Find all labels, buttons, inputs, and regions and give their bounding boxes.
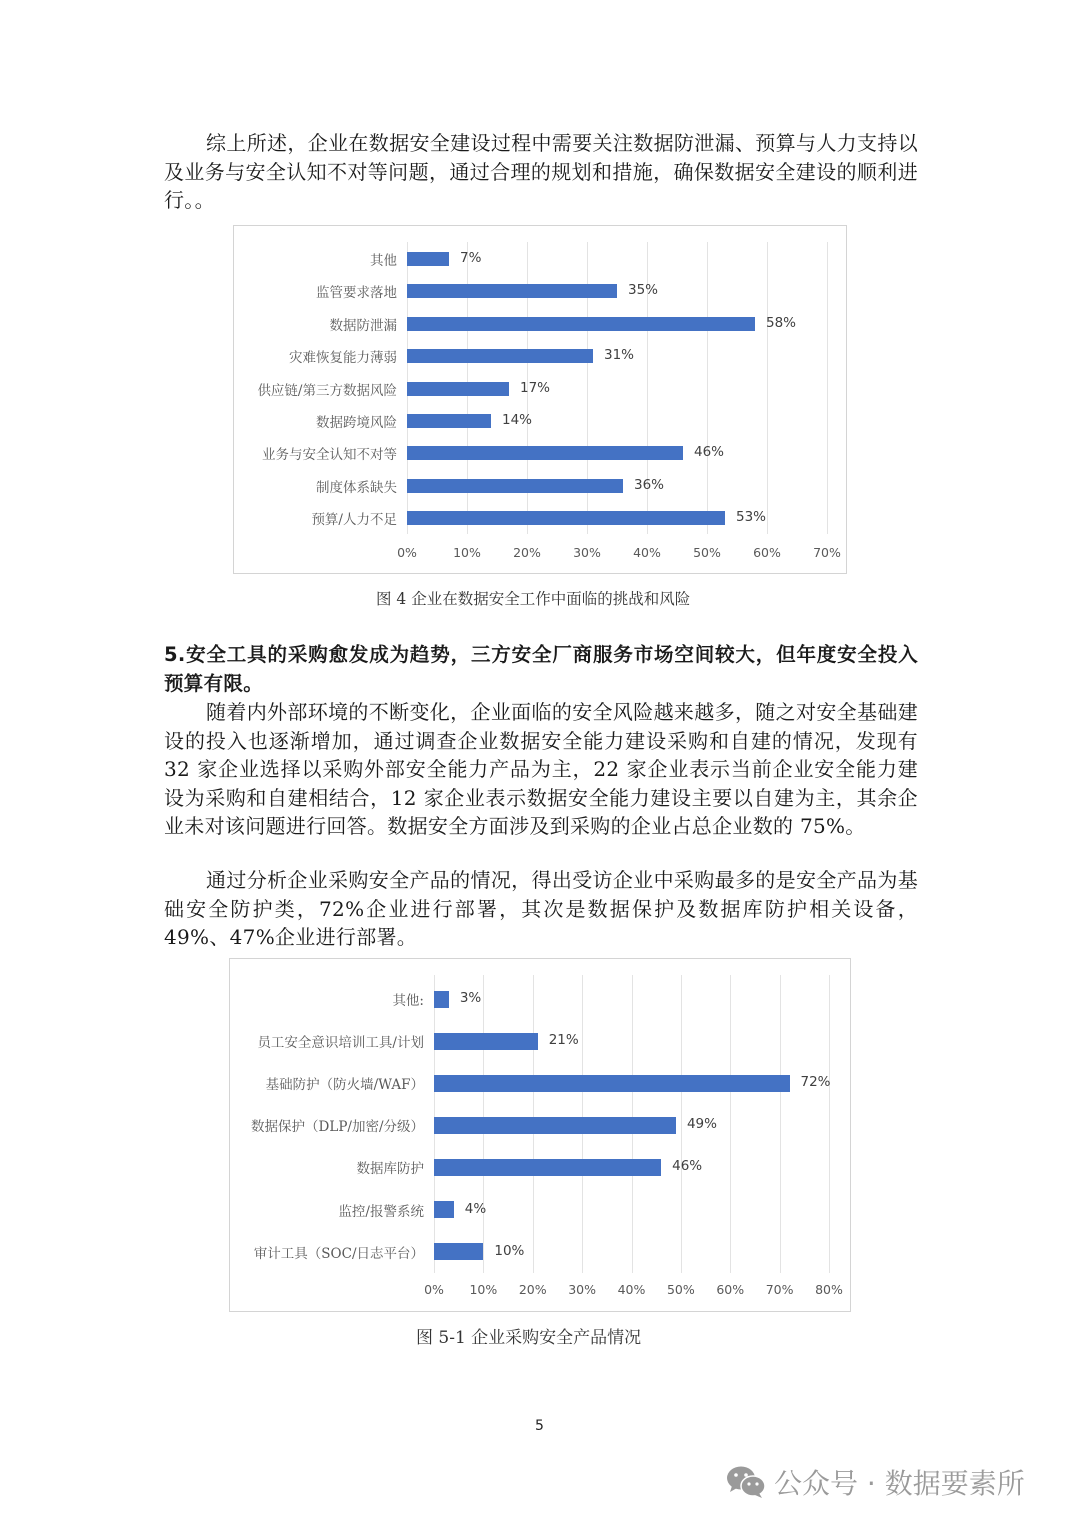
section-5-paragraph-1: 随着内外部环境的不断变化，企业面临的安全风险越来越多，随之对安全基础建设的投入也逐渐增加，通过调查企业数据安全能力建设采购和自建的情况，发现有 32 家企业选择以采购外部安全能力产品为主，22 家企业表示当前企业安全能力建设为采购和自建相结合，12 家企业表示数据安全能力建设主要以自建为主，其余企业未对该问题进行回答。数据安全方面涉及到采购的企业占总企业数的 75%。	[164, 700, 918, 838]
category-label: 监管要求落地	[316, 285, 397, 302]
category-label: 制度体系缺失	[316, 479, 397, 496]
gridline	[780, 975, 781, 1273]
chart-plot-area	[257, 242, 841, 560]
bar	[434, 1117, 676, 1134]
category-label: 其他:	[392, 993, 424, 1009]
category-label: 供应链/第三方数据风险	[257, 382, 397, 399]
bar	[434, 1243, 483, 1260]
value-label: 4%	[464, 1200, 487, 1217]
category-label: 其他	[370, 253, 397, 269]
category-label: 员工安全意识培训工具/计划	[257, 1035, 424, 1052]
value-label: 21%	[548, 1032, 579, 1049]
axis-tick-label: 20%	[518, 1282, 547, 1297]
bar	[407, 284, 617, 298]
axis-tick-label: 40%	[633, 545, 661, 560]
value-label: 36%	[634, 476, 665, 493]
value-label: 35%	[628, 282, 659, 299]
axis-tick-label: 80%	[815, 1282, 843, 1297]
bar	[407, 317, 755, 331]
value-label: 14%	[502, 412, 533, 428]
bar	[407, 479, 623, 493]
category-label: 灾难恢复能力薄弱	[289, 350, 397, 367]
wechat-icon	[726, 1465, 766, 1499]
value-label: 31%	[604, 347, 635, 364]
value-label: 17%	[520, 379, 551, 396]
chart-security-product-procurement	[229, 958, 851, 1312]
value-label: 53%	[736, 509, 767, 526]
axis-tick-label: 50%	[693, 545, 721, 560]
bar	[407, 382, 509, 396]
gridline	[829, 975, 830, 1273]
gridline	[707, 242, 708, 534]
category-label: 数据防泄漏	[329, 317, 397, 334]
axis-tick-label: 0%	[424, 1282, 444, 1297]
value-label: 49%	[686, 1116, 717, 1133]
axis-tick-label: 10%	[453, 545, 481, 560]
value-label: 58%	[766, 314, 797, 331]
bar	[434, 991, 449, 1008]
value-label: 3%	[459, 990, 482, 1006]
bar	[407, 511, 725, 525]
category-label: 数据保护（DLP/加密/分级）	[251, 1119, 424, 1136]
axis-tick-label: 30%	[573, 545, 601, 560]
gridline	[827, 242, 828, 534]
chart-challenges-risks	[233, 225, 847, 574]
section-5-heading: 5.安全工具的采购愈发成为趋势，三方安全厂商服务市场空间较大，但年度安全投入预算有限。	[164, 643, 918, 695]
bar	[407, 252, 449, 266]
category-label: 预算/人力不足	[311, 512, 397, 529]
category-label: 业务与安全认知不对等	[262, 447, 397, 464]
value-label: 46%	[694, 444, 725, 461]
bar	[407, 446, 683, 460]
category-label: 数据库防护	[356, 1161, 424, 1178]
category-label: 数据跨境风险	[316, 415, 397, 431]
category-label: 基础防护（防火墙/WAF）	[265, 1077, 424, 1094]
axis-tick-label: 30%	[568, 1282, 597, 1297]
gridline	[681, 975, 682, 1273]
page-number: 5	[535, 1418, 544, 1434]
value-label: 10%	[494, 1242, 525, 1259]
axis-tick-label: 70%	[813, 545, 841, 560]
axis-tick-label: 20%	[513, 545, 541, 560]
figure-4-caption: 图 4 企业在数据安全工作中面临的挑战和风险	[376, 590, 691, 608]
watermark	[726, 1462, 1025, 1502]
category-label: 审计工具（SOC/日志平台）	[253, 1245, 424, 1262]
watermark-text: 公众号 · 数据要素所	[774, 1467, 1025, 1500]
axis-tick-label: 60%	[716, 1282, 745, 1297]
bar	[434, 1075, 790, 1092]
bar	[434, 1201, 454, 1218]
bar	[434, 1033, 538, 1050]
value-label: 46%	[672, 1158, 703, 1175]
gridline	[730, 975, 731, 1273]
axis-tick-label: 50%	[666, 1282, 695, 1297]
conclusion-paragraph: 综上所述，企业在数据安全建设过程中需要关注数据防泄漏、预算与人力支持以及业务与安全认知不对等问题，通过合理的规划和措施，确保数据安全建设的顺利进行。。	[164, 131, 918, 212]
gridline	[767, 242, 768, 534]
value-label: 7%	[460, 250, 482, 266]
axis-tick-label: 10%	[469, 1282, 498, 1297]
bar	[434, 1159, 661, 1176]
value-label: 72%	[800, 1074, 831, 1091]
chart-plot-area	[251, 975, 843, 1297]
bar	[407, 349, 593, 363]
section-5-paragraph-2: 通过分析企业采购安全产品的情况，得出受访企业中采购最多的是安全产品为基础安全防护类，72%企业进行部署，其次是数据保护及数据库防护相关设备，49%、47%企业进行部署。	[164, 868, 918, 949]
axis-tick-label: 40%	[617, 1282, 646, 1297]
axis-tick-label: 60%	[753, 545, 781, 560]
axis-tick-label: 0%	[397, 545, 417, 560]
category-label: 监控/报警系统	[338, 1203, 424, 1220]
figure-5-1-caption: 图 5-1 企业采购安全产品情况	[416, 1328, 642, 1348]
bar	[407, 414, 491, 428]
axis-tick-label: 70%	[765, 1282, 794, 1297]
